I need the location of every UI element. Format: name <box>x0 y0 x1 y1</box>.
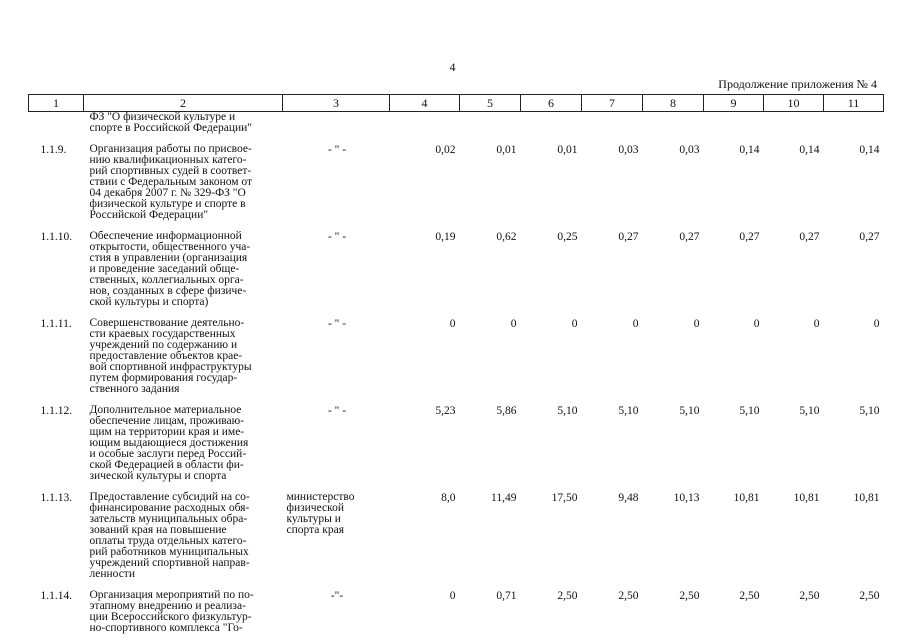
row-value: 11,49 <box>491 492 517 504</box>
row-executor: министерство физической культуры и спорта края <box>286 491 355 536</box>
row-code: 1.1.9. <box>40 144 67 156</box>
row-value: 2,50 <box>618 590 639 602</box>
row-value: 5,10 <box>618 405 639 417</box>
row-value: 0,14 <box>799 144 820 156</box>
row-value: 0 <box>449 318 456 330</box>
row-value: 2,50 <box>739 590 760 602</box>
row-value: 0,27 <box>859 231 880 243</box>
row-value: 5,10 <box>739 405 760 417</box>
row-description: ФЗ "О физической культуре и спорте в Российской Федерации" <box>89 111 252 134</box>
row-value: 2,50 <box>799 590 820 602</box>
row-value: 0,03 <box>618 144 639 156</box>
row-value: 17,50 <box>551 492 578 504</box>
column-header: 3 <box>283 95 390 112</box>
row-value: 0,01 <box>557 144 578 156</box>
row-executor: - " - <box>327 405 347 417</box>
row-value: 0 <box>449 590 456 602</box>
row-value: 0,27 <box>618 231 639 243</box>
row-value: 0,27 <box>739 231 760 243</box>
row-value: 0,02 <box>435 144 456 156</box>
page-number: 4 <box>449 60 456 74</box>
row-description: Обеспечение информационной открытости, общественного уча- стия в управлении (организация и проведение заседаний обще- ственных, коллегиальных орга- нов, созданных в сфере физиче- ской культуры и спорта) <box>89 230 251 308</box>
row-value: 0,19 <box>435 231 456 243</box>
continuation-row <box>29 112 884 145</box>
row-value: 2,50 <box>679 590 700 602</box>
row-value: 0,27 <box>799 231 820 243</box>
row-value: 0,25 <box>557 231 578 243</box>
row-value: 0 <box>632 318 639 330</box>
row-value: 5,10 <box>799 405 820 417</box>
header-row <box>29 95 884 112</box>
appendix-table <box>28 94 884 644</box>
row-description: Совершенствование деятельно- сти краевых государственных учреждений по содержанию и предоставление объектов крае- вой спортивной инфраструктуры путем формирования государ- ственного задания <box>89 317 252 395</box>
row-value: 8,0 <box>441 492 456 504</box>
column-header: 7 <box>582 95 643 112</box>
row-value: 0,62 <box>496 231 517 243</box>
row-description: Организация работы по присвое- нию квалификационных катего- рий спортивных судей в соответ- ствии с Федеральным законом от 04 декабря 2007 г. № 329-ФЗ "О физической культуре и спорте в Российской Федерации" <box>89 143 253 221</box>
row-value: 5,10 <box>859 405 880 417</box>
row-value: 10,81 <box>853 492 880 504</box>
row-code: 1.1.11. <box>40 318 72 330</box>
column-header: 2 <box>84 95 283 112</box>
table-row <box>29 318 884 405</box>
row-value: 2,50 <box>557 590 578 602</box>
row-executor: - " - <box>327 231 347 243</box>
row-description: Организация мероприятий по по- этапному внедрению и реализа- ции Всероссийского физкультур- но-спортивного комплекса "Го- <box>89 589 254 634</box>
row-value: 10,81 <box>733 492 760 504</box>
row-code: 1.1.12. <box>40 405 73 417</box>
row-value: 0 <box>571 318 578 330</box>
row-value: 0 <box>813 318 820 330</box>
row-value: 5,23 <box>435 405 456 417</box>
row-value: 10,13 <box>673 492 700 504</box>
row-code: 1.1.10. <box>40 231 73 243</box>
table-row <box>29 492 884 590</box>
row-value: 0,27 <box>679 231 700 243</box>
table-row <box>29 144 884 231</box>
row-code: 1.1.13. <box>40 492 73 504</box>
row-executor: - " - <box>327 144 347 156</box>
column-header: 6 <box>521 95 582 112</box>
column-header: 9 <box>704 95 764 112</box>
row-value: 2,50 <box>859 590 880 602</box>
row-value: 0 <box>753 318 760 330</box>
column-header: 10 <box>764 95 824 112</box>
column-header: 5 <box>460 95 521 112</box>
row-value: 5,10 <box>557 405 578 417</box>
row-value: 10,81 <box>793 492 820 504</box>
row-value: 0 <box>873 318 880 330</box>
row-description: Предоставление субсидий на со- финансирование расходных обя- зательств муниципальных обра- зований края на повышение оплаты труда отдельных катего- рий работников муниципальных учреждений спортивной направ- ленности <box>89 491 250 580</box>
row-value: 0,14 <box>859 144 880 156</box>
column-header: 11 <box>824 95 884 112</box>
row-value: 0,14 <box>739 144 760 156</box>
row-value: 0,03 <box>679 144 700 156</box>
table-row <box>29 590 884 644</box>
table-row <box>29 405 884 492</box>
row-value: 0,71 <box>496 590 517 602</box>
column-header: 8 <box>643 95 704 112</box>
row-value: 0 <box>510 318 517 330</box>
row-executor: -"- <box>330 590 344 602</box>
table-row <box>29 231 884 318</box>
column-header: 1 <box>29 95 84 112</box>
appendix-continuation-label: Продолжение приложения № 4 <box>718 77 877 91</box>
row-value: 5,86 <box>496 405 517 417</box>
row-value: 9,48 <box>618 492 639 504</box>
column-header: 4 <box>390 95 460 112</box>
row-code: 1.1.14. <box>40 590 73 602</box>
row-description: Дополнительное материальное обеспечение лицам, проживаю- щим на территории края и име- ющим выдающиеся достижения и особые заслуги перед Россий- ской Федерацией в области фи- зической культуры и спорта <box>89 404 249 482</box>
row-value: 5,10 <box>679 405 700 417</box>
row-value: 0,01 <box>496 144 517 156</box>
row-value: 0 <box>693 318 700 330</box>
row-executor: - " - <box>327 318 347 330</box>
